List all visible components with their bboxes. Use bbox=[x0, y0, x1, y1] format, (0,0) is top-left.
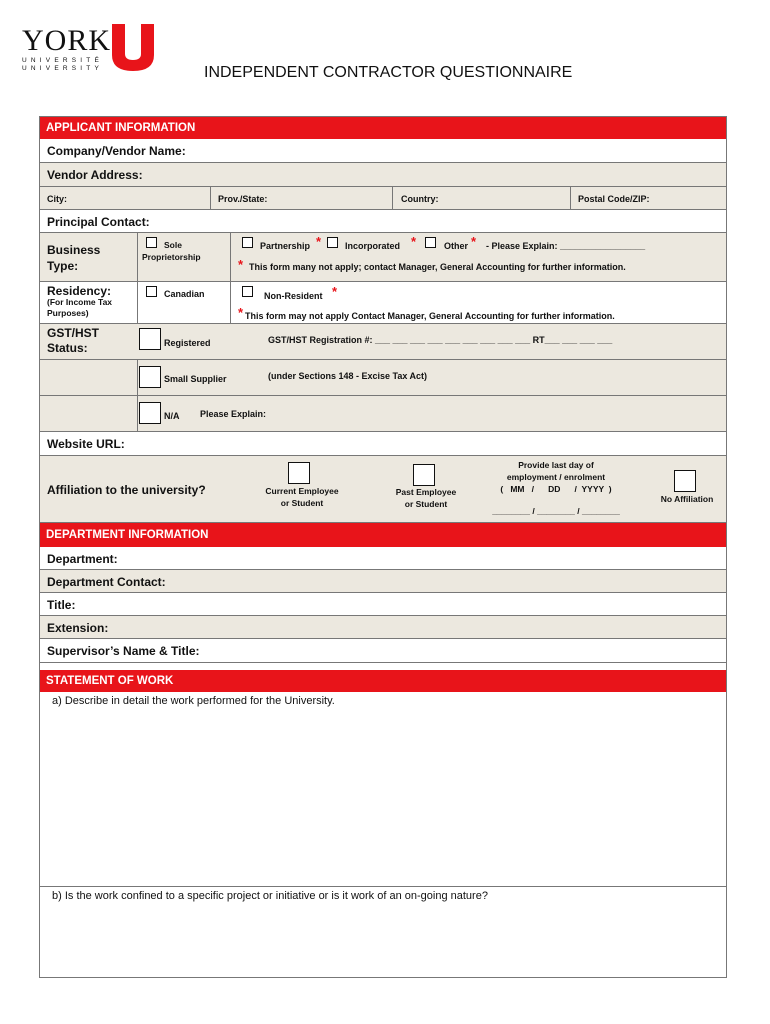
last-day-label-1: Provide last day of bbox=[518, 460, 594, 470]
date-format-label: ( MM / DD / YYYY ) bbox=[500, 484, 612, 494]
current-employee-label-2: or Student bbox=[280, 498, 324, 508]
past-employee-checkbox[interactable] bbox=[413, 464, 435, 486]
current-employee-checkbox[interactable] bbox=[288, 462, 310, 484]
small-supplier-checkbox[interactable] bbox=[139, 366, 161, 388]
website-field[interactable] bbox=[40, 432, 726, 456]
business-type-label-1: Business bbox=[47, 243, 101, 257]
york-wordmark: YORK bbox=[22, 24, 112, 57]
sole-proprietorship-checkbox[interactable] bbox=[146, 237, 157, 248]
work-nature-area[interactable] bbox=[40, 887, 726, 977]
sole-label-2: Proprietorship bbox=[142, 252, 201, 262]
gst-label-1: GST/HST bbox=[47, 326, 100, 340]
gst-explain[interactable]: Please Explain: bbox=[200, 409, 267, 419]
excise-tax-sections: (under Sections 148 - Excise Tax Act) bbox=[268, 371, 428, 381]
registered-checkbox[interactable] bbox=[139, 328, 161, 350]
website-label: Website URL: bbox=[47, 437, 125, 451]
universite-text: UNIVERSITÉ bbox=[22, 57, 104, 64]
department-info-header: DEPARTMENT INFORMATION bbox=[40, 523, 726, 547]
sole-label-1: Sole bbox=[164, 240, 182, 250]
other-checkbox[interactable] bbox=[425, 237, 436, 248]
gst-na-row bbox=[40, 396, 726, 432]
supervisor-label: Supervisor’s Name & Title: bbox=[47, 644, 200, 658]
last-day-date-input[interactable]: ________ / ________ / ________ bbox=[492, 506, 620, 516]
business-type-row bbox=[40, 233, 726, 282]
canadian-checkbox[interactable] bbox=[146, 286, 157, 297]
residency-row bbox=[40, 282, 726, 324]
questionnaire-form bbox=[39, 116, 727, 978]
affiliation-row bbox=[40, 456, 726, 523]
last-day-label-2: employment / enrolment bbox=[506, 472, 606, 482]
principal-contact-label: Principal Contact: bbox=[47, 215, 150, 229]
title-field[interactable] bbox=[40, 593, 726, 616]
business-type-label-2: Type: bbox=[47, 259, 79, 273]
department-contact-label: Department Contact: bbox=[47, 575, 166, 589]
non-resident-checkbox[interactable] bbox=[242, 286, 253, 297]
affiliation-label: Affiliation to the university? bbox=[47, 483, 206, 497]
required-star: * bbox=[316, 234, 322, 249]
question-a: a) Describe in detail the work performed for the University. bbox=[52, 695, 335, 707]
current-employee-label-1: Current Employee bbox=[265, 486, 339, 496]
incorporated-label: Incorporated bbox=[345, 241, 401, 251]
gst-registration-number[interactable]: GST/HST Registration #: ___ ___ ___ ___ ___ ___ ___ ___ ___ RT___ ___ ___ ___ bbox=[268, 335, 613, 345]
registered-label: Registered bbox=[164, 338, 211, 348]
gst-registered-row bbox=[40, 324, 726, 360]
no-affiliation-checkbox[interactable] bbox=[674, 470, 696, 492]
question-b: b) Is the work confined to a specific project or initiative or is it work of an on-going nature? bbox=[52, 890, 488, 902]
required-star: * bbox=[238, 305, 244, 320]
other-label: Other bbox=[444, 241, 469, 251]
page-title: INDEPENDENT CONTRACTOR QUESTIONNAIRE bbox=[204, 64, 573, 81]
postal-label[interactable]: Postal Code/ZIP: bbox=[578, 194, 650, 204]
incorporated-checkbox[interactable] bbox=[327, 237, 338, 248]
residency-label: Residency: bbox=[47, 284, 112, 298]
country-label[interactable]: Country: bbox=[401, 194, 439, 204]
gst-small-supplier-row bbox=[40, 360, 726, 396]
na-label: N/A bbox=[164, 411, 180, 421]
title-label: Title: bbox=[47, 598, 76, 612]
principal-contact-field[interactable] bbox=[40, 210, 726, 233]
small-supplier-label: Small Supplier bbox=[164, 374, 227, 384]
gst-label-2: Status: bbox=[47, 341, 88, 355]
vendor-address-field[interactable] bbox=[40, 163, 726, 187]
city-label[interactable]: City: bbox=[47, 194, 67, 204]
supervisor-field[interactable] bbox=[40, 639, 726, 663]
prov-label[interactable]: Prov./State: bbox=[218, 194, 268, 204]
university-text: UNIVERSITY bbox=[22, 65, 104, 72]
partnership-checkbox[interactable] bbox=[242, 237, 253, 248]
department-label: Department: bbox=[47, 552, 118, 566]
business-type-note: This form many not apply; contact Manager, General Accounting for further information. bbox=[249, 262, 626, 272]
extension-label: Extension: bbox=[47, 621, 109, 635]
company-name-field[interactable] bbox=[40, 139, 726, 163]
required-star: * bbox=[471, 234, 477, 249]
required-star: * bbox=[411, 234, 417, 249]
statement-of-work-header: STATEMENT OF WORK bbox=[40, 670, 726, 692]
residency-note: This form may not apply Contact Manager, General Accounting for further information. bbox=[245, 311, 615, 321]
department-contact-field[interactable] bbox=[40, 570, 726, 593]
partnership-label: Partnership bbox=[260, 241, 311, 251]
work-description-area[interactable] bbox=[40, 692, 726, 887]
canadian-label: Canadian bbox=[164, 289, 205, 299]
residency-sub-2: Purposes) bbox=[47, 308, 89, 318]
non-resident-label: Non-Resident bbox=[264, 291, 323, 301]
department-field[interactable] bbox=[40, 547, 726, 570]
company-name-label: Company/Vendor Name: bbox=[47, 144, 186, 158]
past-employee-label-1: Past Employee bbox=[395, 487, 457, 497]
applicant-info-header: APPLICANT INFORMATION bbox=[40, 117, 726, 139]
city-row bbox=[40, 187, 726, 210]
required-star: * bbox=[238, 257, 244, 272]
na-checkbox[interactable] bbox=[139, 402, 161, 424]
york-u-logo-icon bbox=[112, 24, 154, 71]
required-star: * bbox=[332, 284, 338, 299]
no-affiliation-label: No Affiliation bbox=[660, 494, 714, 504]
extension-field[interactable] bbox=[40, 616, 726, 639]
other-explain[interactable]: - Please Explain: _________________ bbox=[486, 241, 646, 251]
past-employee-label-2: or Student bbox=[404, 499, 448, 509]
residency-sub-1: (For Income Tax bbox=[47, 297, 113, 307]
vendor-address-label: Vendor Address: bbox=[47, 168, 143, 182]
